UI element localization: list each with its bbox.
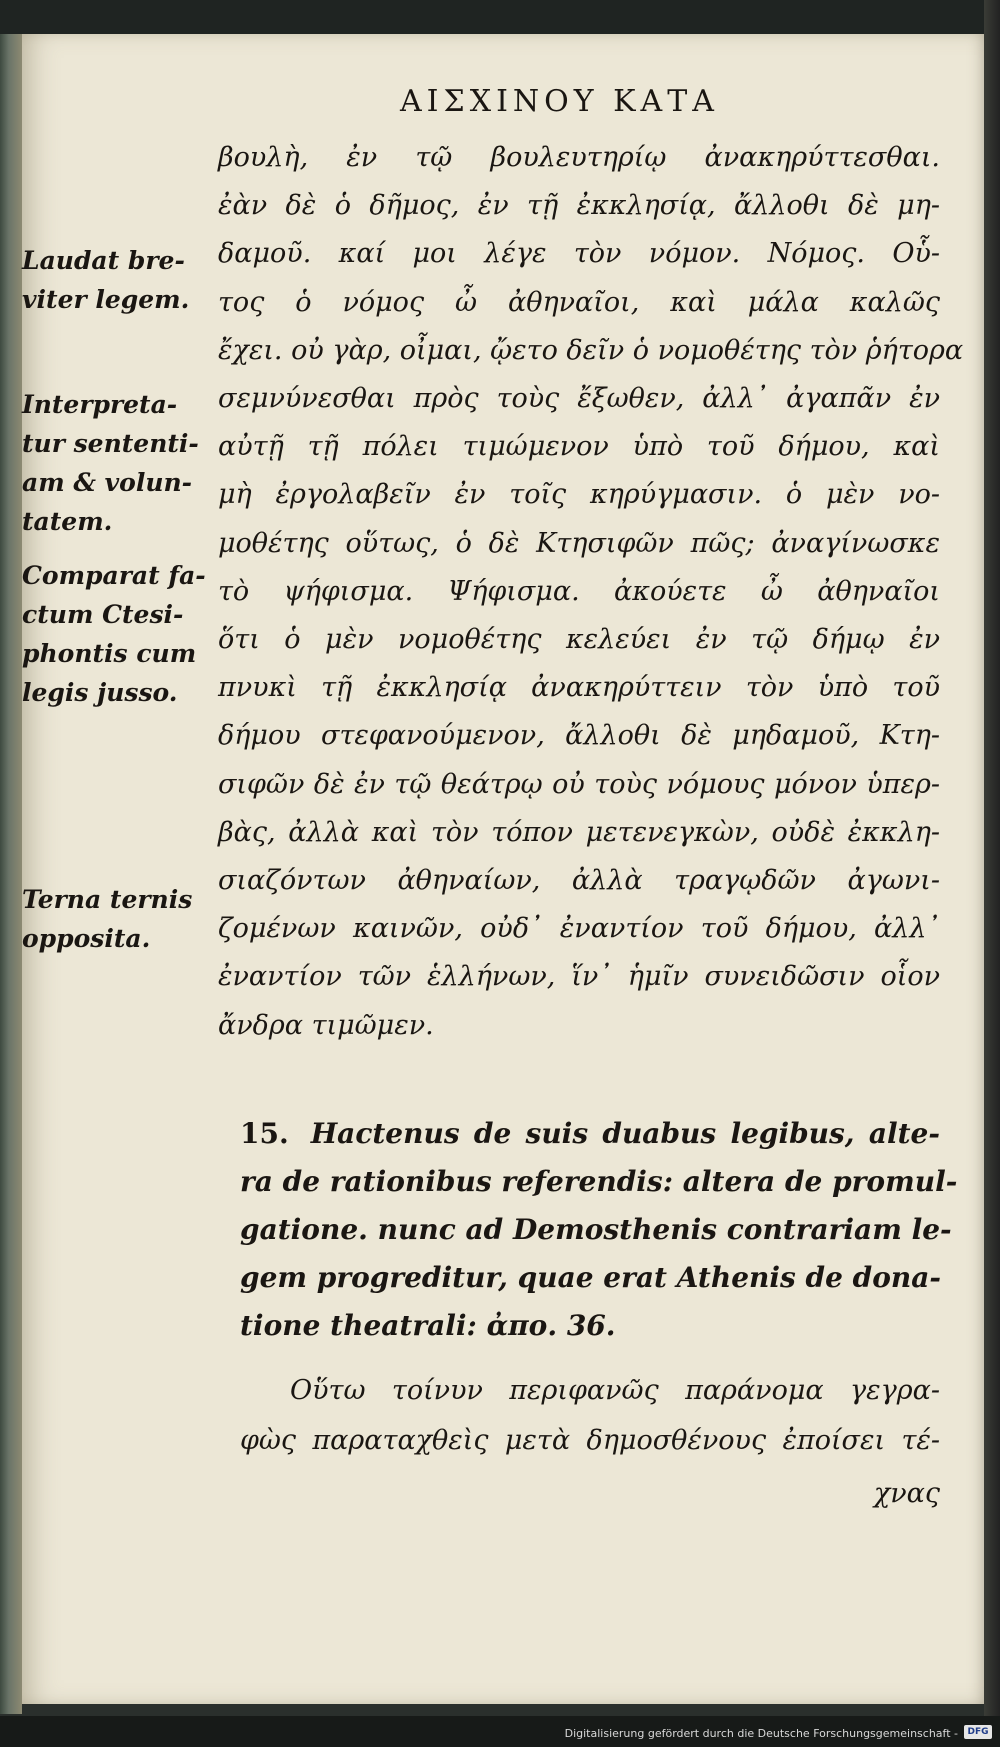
margin-note-line: ctum Ctesi-: [22, 600, 184, 629]
latin-line: gem progreditur, quae erat Athenis de dona-: [240, 1261, 942, 1294]
greek-second-text: [240, 1366, 940, 1466]
greek-line: δήμου στεφανούμενον, ἄλλοθι δὲ μηδαμοῦ, Κτη-: [218, 720, 940, 752]
latin-commentary: [240, 1110, 958, 1350]
greek-line: ὅτι ὁ μὲν νομοθέτης κελεύει ἐν τῷ δήμῳ ἐν: [218, 624, 940, 656]
margin-note-line: phontis cum: [22, 639, 197, 668]
greek-line: βουλὴ, ἐν τῷ βουλευτηρίῳ ἀνακηρύττεσθαι.: [218, 142, 940, 173]
greek-line: σιφῶν δὲ ἐν τῷ θεάτρῳ οὐ τοὺς νόμους μόνον ὑπερ-: [218, 768, 940, 800]
greek-line: Οὕτω τοίνυν περιφανῶς παράνομα γεγρα-: [290, 1375, 940, 1406]
latin-line: gatione. nunc ad Demosthenis contrariam le-: [240, 1213, 952, 1246]
greek-line: τὸ ψήφισμα. Ψήφισμα. ἀκούετε ὦ ἀθηναῖοι: [218, 575, 940, 607]
running-head: ΑΙΣΧΙΝΟΥ ΚΑΤΑ: [400, 84, 719, 119]
margin-note-line: opposita.: [22, 924, 151, 953]
greek-main-text: [218, 134, 964, 1050]
greek-line: μοθέτης οὕτως, ὁ δὲ Κτησιφῶν πῶς; ἀναγίνωσκε: [218, 527, 940, 559]
scan-top-edge: [0, 0, 1000, 34]
margin-note-laudat: [22, 241, 218, 319]
margin-note-line: Laudat bre-: [22, 246, 185, 275]
catchword: χνας: [873, 1478, 940, 1509]
scan-right-edge: [984, 0, 1000, 1720]
greek-line: τος ὁ νόμος ὦ ἀθηναῖοι, καὶ μάλα καλῶς: [218, 286, 940, 318]
greek-line: σιαζόντων ἀθηναίων, ἀλλὰ τραγῳδῶν ἀγωνι-: [218, 865, 940, 897]
margin-note-line: legis jusso.: [22, 678, 178, 707]
greek-line: ἐὰν δὲ ὁ δῆμος, ἐν τῇ ἐκκλησίᾳ, ἄλλοθι δὲ μη-: [218, 190, 940, 222]
latin-line: tione theatrali: ἀπο. 36.: [240, 1309, 616, 1342]
margin-note-comparat: [22, 556, 218, 712]
greek-line: ζομένων καινῶν, οὐδ᾽ ἐναντίον τοῦ δήμου, ἀλλ᾽: [218, 913, 940, 945]
paragraph-number: 15.: [240, 1117, 289, 1150]
greek-line: δαμοῦ. καί μοι λέγε τὸν νόμον. Νόμος. Οὗ-: [218, 238, 940, 270]
greek-line: πνυκὶ τῇ ἐκκλησίᾳ ἀνακηρύττειν τὸν ὑπὸ τοῦ: [218, 672, 940, 704]
latin-line: ra de rationibus referendis: altera de promul-: [240, 1165, 958, 1198]
greek-line: σεμνύνεσθαι πρὸς τοὺς ἔξωθεν, ἀλλ᾽ ἀγαπᾶν ἐν: [218, 383, 940, 415]
greek-line: ἔχει. οὐ γὰρ, οἶμαι, ᾤετο δεῖν ὁ νομοθέτης τὸν ῥήτορα: [218, 334, 964, 366]
margin-note-line: am & volun-: [22, 468, 193, 497]
margin-note-line: Comparat fa-: [22, 561, 206, 590]
margin-note-line: viter legem.: [22, 285, 190, 314]
latin-line: [240, 1110, 940, 1158]
greek-line: ἐναντίον τῶν ἑλλήνων, ἵν᾽ ἡμῖν συνειδῶσιν οἷον: [218, 961, 940, 993]
margin-note-line: tur sententi-: [22, 429, 199, 458]
margin-note-terna: [22, 880, 218, 958]
greek-line: φὼς παραταχθεὶς μετὰ δημοσθένους ἐποίσει τέ-: [240, 1425, 940, 1456]
greek-line: βὰς, ἀλλὰ καὶ τὸν τόπον μετενεγκὼν, οὐδὲ ἐκκλη-: [218, 816, 940, 848]
dfg-logo-icon: DFG: [964, 1725, 992, 1739]
greek-line: ἄνδρα τιμῶμεν.: [218, 1009, 434, 1041]
latin-line-text: Hactenus de suis duabus legibus, alte-: [310, 1117, 940, 1150]
footer-credit: Digitalisierung gefördert durch die Deutsche Forschungsgemeinschaft -: [564, 1727, 958, 1740]
greek-line: μὴ ἐργολαβεῖν ἐν τοῖς κηρύγμασιν. ὁ μὲν νο-: [218, 479, 940, 511]
margin-note-line: Interpreta-: [22, 390, 178, 419]
margin-note-line: tatem.: [22, 507, 113, 536]
greek-line: αὐτῇ τῇ πόλει τιμώμενον ὑπὸ τοῦ δήμου, καὶ: [218, 431, 940, 463]
margin-note-interpretatur: [22, 385, 218, 541]
book-binding-edge: [0, 34, 22, 1714]
margin-note-line: Terna ternis: [22, 885, 193, 914]
